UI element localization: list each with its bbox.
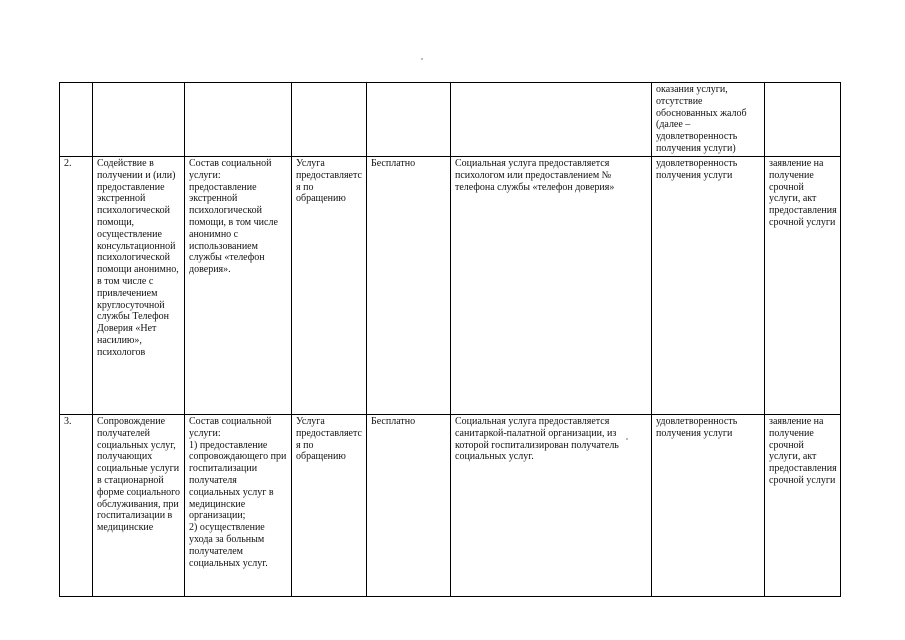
services-table <box>59 82 841 597</box>
cell-cost <box>367 83 451 157</box>
cell-quality: удовлетворенность получения услуги <box>652 415 765 597</box>
cell-number: 2. <box>60 157 93 415</box>
cell-composition: Состав социальной услуги: предоставление экстренной психологической помощи, в том числе анонимно с использованием службы «телефон доверия». <box>185 157 292 415</box>
table-row <box>60 157 841 415</box>
cell-cost: Бесплатно <box>367 157 451 415</box>
table-row <box>60 83 841 157</box>
cell-service-name: Содействие в получении и (или) предоставление экстренной психологической помощи, осуществление консультационной психологической помощи анонимно, в том числе с привлечением круглосуточной службы Телефон Доверия «Нет насилию», психологов <box>93 157 185 415</box>
cell-number: 3. <box>60 415 93 597</box>
scan-speck <box>421 58 423 60</box>
cell-conditions <box>451 83 652 157</box>
table-body <box>60 83 841 597</box>
cell-documents <box>765 83 841 157</box>
cell-form <box>292 83 367 157</box>
cell-quality: удовлетворенность получения услуги <box>652 157 765 415</box>
cell-conditions: Социальная услуга предоставляется психологом или предоставлением № телефона службы «телефон доверия» <box>451 157 652 415</box>
cell-composition: Состав социальной услуги: 1) предоставление сопровождающего при госпитализации получателя социальных услуг в медицинские организации; 2) осуществление ухода за больным получателем социальных услуг. <box>185 415 292 597</box>
cell-conditions: Социальная услуга предоставляется санитаркой-палатной организации, из которой госпитализирован получатель социальных услуг. <box>451 415 652 597</box>
cell-documents: заявление на получение срочной услуги, акт предоставления срочной услуги <box>765 157 841 415</box>
cell-form: Услуга предоставляется по обращению <box>292 157 367 415</box>
cell-number <box>60 83 93 157</box>
cell-cost: Бесплатно <box>367 415 451 597</box>
cell-composition <box>185 83 292 157</box>
cell-service-name <box>93 83 185 157</box>
cell-form: Услуга предоставляется по обращению <box>292 415 367 597</box>
cell-service-name: Сопровождение получателей социальных услуг, получающих социальные услуги в стационарной форме социального обслуживания, при госпитализации в медицинские <box>93 415 185 597</box>
table-row <box>60 415 841 597</box>
cell-documents: заявление на получение срочной услуги, акт предоставления срочной услуги <box>765 415 841 597</box>
cell-quality: оказания услуги, отсутствие обоснованных жалоб (далее – удовлетворенность получения услуги) <box>652 83 765 157</box>
